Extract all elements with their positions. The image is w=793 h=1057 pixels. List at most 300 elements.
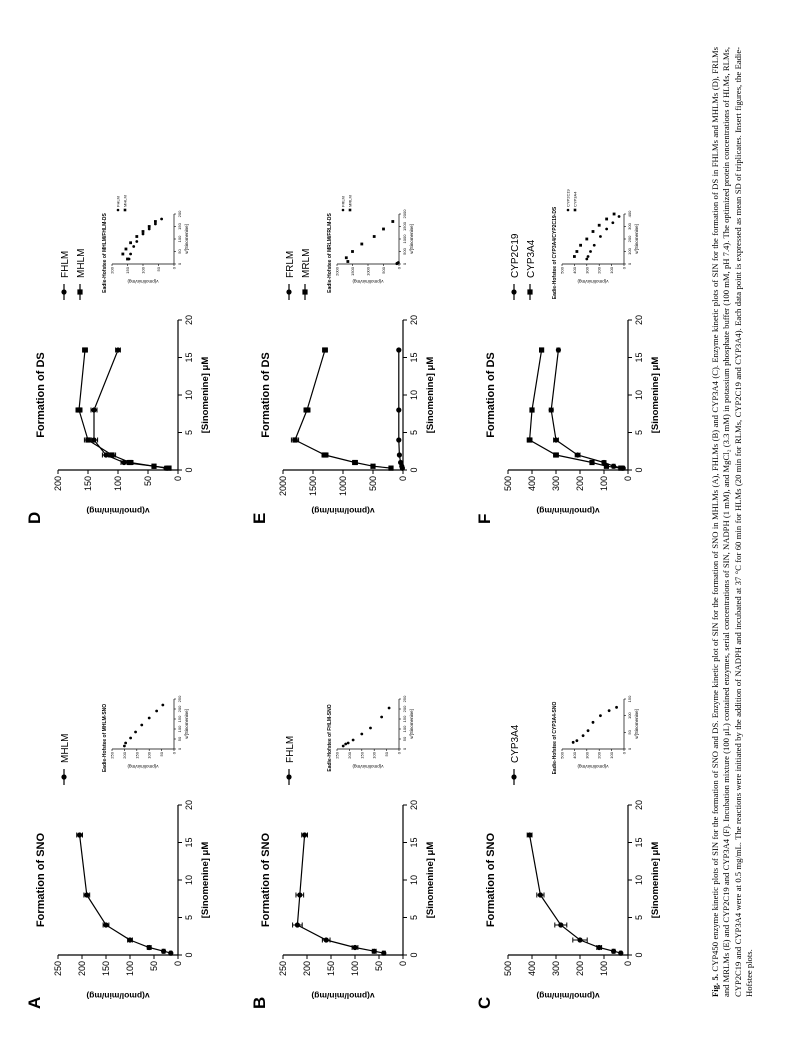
data-point (292, 437, 297, 442)
data-point (370, 464, 375, 469)
inset-point (575, 739, 578, 742)
inset-point (345, 256, 348, 259)
inset-legend-marker (117, 209, 120, 212)
inset-y-tick-label: 2000 (334, 267, 340, 276)
x-axis-label: [Sinomenine] μM (425, 841, 436, 919)
inset-y-label: v(pmol/min/mg) (352, 279, 384, 284)
x-tick-label: 15 (409, 837, 419, 848)
inset-x-tick-label: 100 (402, 725, 407, 733)
chart-title: Formation of DS (35, 352, 47, 438)
inset-point (611, 221, 614, 224)
inset-y-tick-label: 50 (159, 752, 165, 757)
inset-point (593, 244, 596, 247)
inset-x-tick-label: 500 (402, 248, 407, 255)
data-point (381, 951, 386, 956)
inset-y-tick-label: 200 (596, 752, 602, 759)
y-tick-label: 200 (575, 961, 585, 977)
inset-point (161, 704, 164, 707)
x-tick-label: 20 (634, 799, 644, 811)
data-point (527, 437, 532, 442)
series-1 (549, 347, 626, 470)
data-point (618, 466, 623, 471)
panel-letter: B (250, 996, 269, 1009)
series-2 (527, 347, 623, 470)
inset-legend-label: CYP2C19 (565, 189, 571, 207)
inset-title: Eadie-Hofstee of FHLM-SNO (327, 704, 333, 772)
inset-x-tick-label: 50 (627, 730, 632, 735)
inset-x-tick-label: 150 (177, 223, 182, 230)
data-point (538, 892, 543, 897)
x-tick-label: 15 (634, 352, 644, 363)
inset-point (125, 248, 128, 251)
inset-y-tick-label: 200 (109, 267, 115, 274)
x-axis-label: [Sinomenine] μM (650, 356, 661, 434)
x-tick-label: 15 (409, 352, 419, 363)
inset-y-tick-label: 200 (596, 267, 602, 274)
inset-x-tick-label: 1000 (402, 234, 407, 244)
inset-x-tick-label: 1500 (402, 222, 407, 231)
inset-x-tick-label: 250 (402, 695, 407, 703)
inset-y-tick-label: 250 (334, 752, 340, 759)
inset-legend-label: FHLM (115, 196, 121, 207)
inset-y-tick-label: 500 (381, 267, 386, 274)
inset-x-tick-label: 150 (177, 715, 182, 723)
series-curve (530, 835, 621, 953)
panel-b (245, 687, 465, 1017)
inset-point (129, 241, 132, 244)
y-tick-label: 400 (527, 476, 537, 492)
inset-legend-label: MHLM (122, 195, 128, 207)
inset-y-tick-label: 300 (584, 752, 590, 759)
data-point (527, 832, 532, 837)
inset-title: Eadie-Hofstee of MHLM/FHLM-DS (102, 213, 108, 293)
panel-e (245, 195, 465, 532)
inset-title: Eadie-Hofstee of CYP3A4-SNO (552, 701, 558, 775)
inset-x-tick-label: 400 (627, 210, 632, 218)
data-point (127, 460, 132, 465)
chart-svg (245, 195, 465, 532)
y-tick-label: 1500 (308, 476, 318, 497)
inset-point (344, 743, 347, 746)
inset-y-tick-label: 400 (571, 752, 577, 759)
inset-point (140, 724, 143, 727)
y-tick-label: 300 (551, 961, 561, 977)
x-tick-label: 0 (184, 467, 194, 473)
inset-point (605, 228, 608, 231)
legend-marker (61, 289, 66, 294)
inset-x-tick-label: 0 (177, 262, 182, 266)
inset-point (380, 716, 383, 719)
data-point (82, 347, 87, 352)
inset-point (369, 727, 372, 730)
figure-caption (710, 47, 755, 997)
x-tick-label: 15 (184, 837, 194, 848)
inset-chart (327, 695, 414, 772)
inset-x-tick-label: 0 (627, 262, 632, 266)
inset-x-tick-label: 0 (627, 747, 632, 751)
inset-y-tick-label: 100 (609, 267, 615, 274)
inset-point (589, 250, 592, 253)
panel-letter: F (475, 513, 494, 524)
y-tick-label: 0 (398, 961, 408, 967)
y-tick-label: 100 (113, 476, 123, 492)
inset-x-label: v/[Sinomenine] (409, 224, 414, 254)
inset-x-label: v/[Sinomenine] (184, 224, 189, 254)
inset-x-tick-label: 200 (402, 705, 407, 713)
inset-legend-marker (567, 209, 570, 212)
data-point (168, 951, 173, 956)
data-point (91, 407, 96, 412)
inset-y-tick-label: 200 (121, 752, 127, 759)
legend-marker (286, 774, 291, 779)
inset-x-label: v/[Sinomenine] (634, 709, 639, 739)
data-point (539, 347, 544, 352)
x-tick-label: 0 (634, 467, 644, 473)
inset-y-tick-label: 100 (609, 752, 615, 759)
series-curve (297, 835, 383, 953)
inset-point (395, 262, 398, 265)
data-point (147, 945, 152, 950)
x-tick-label: 10 (184, 389, 194, 401)
inset-x-tick-label: 50 (177, 249, 182, 254)
data-point (127, 937, 132, 942)
x-axis-label: [Sinomenine] μM (425, 356, 436, 434)
inset-point (154, 220, 157, 223)
y-tick-label: 0 (623, 476, 633, 482)
inset-x-label: v/[Sinomenine] (184, 709, 189, 739)
inset-y-label: v(pmol/min/mg) (577, 764, 609, 769)
y-tick-label: 100 (350, 961, 360, 977)
inset-point (618, 215, 621, 218)
inset-point (373, 235, 376, 238)
panel-letter: C (475, 996, 494, 1009)
inset-y-tick-label: 100 (140, 267, 146, 274)
y-tick-label: 2000 (278, 476, 288, 497)
legend-marker (302, 289, 307, 294)
data-point (324, 937, 329, 942)
y-tick-label: 150 (83, 476, 93, 492)
inset-point (148, 225, 151, 228)
inset-x-tick-label: 50 (402, 736, 407, 742)
inset-point (132, 245, 135, 248)
data-point (556, 347, 561, 352)
y-tick-label: 0 (173, 476, 183, 482)
inset-point (391, 220, 394, 223)
inset-y-tick-label: 100 (371, 752, 377, 759)
inset-point (608, 709, 611, 712)
legend-label: MHLM (76, 248, 87, 278)
inset-y-tick-label: 100 (146, 752, 152, 759)
data-point (553, 452, 558, 457)
inset-x-tick-label: 200 (177, 210, 182, 218)
data-point (297, 892, 302, 897)
data-point (397, 452, 402, 457)
data-point (589, 460, 594, 465)
inset-point (347, 742, 350, 745)
inset-chart (102, 195, 189, 293)
data-point (611, 949, 616, 954)
x-tick-label: 10 (409, 874, 419, 886)
inset-legend-marker (124, 209, 127, 212)
inset-point (587, 255, 590, 258)
legend-label: FHLM (60, 250, 71, 278)
data-point (396, 407, 401, 412)
y-tick-label: 100 (125, 961, 135, 977)
inset-point (148, 228, 151, 231)
y-tick-label: 500 (503, 961, 513, 977)
x-tick-label: 15 (634, 837, 644, 848)
y-tick-label: 500 (368, 476, 378, 492)
inset-x-tick-label: 250 (177, 695, 182, 703)
chart-svg (20, 195, 240, 532)
inset-chart (327, 195, 414, 293)
x-tick-label: 10 (634, 874, 644, 886)
inset-point (351, 250, 354, 253)
data-point (611, 464, 616, 469)
series-1 (77, 832, 174, 955)
inset-y-tick-label: 0 (396, 267, 402, 270)
inset-y-tick-label: 0 (171, 267, 177, 270)
chart-svg (245, 687, 465, 1017)
inset-legend-marker (574, 209, 577, 212)
inset-y-tick-label: 150 (134, 752, 140, 759)
caption-label: Fig. 5. (710, 974, 720, 997)
inset-x-tick-label: 0 (402, 262, 407, 266)
inset-title: Eadie-Hofstee of CYP3A4/CYP2C19-DS (552, 206, 558, 300)
panel-letter: E (250, 512, 269, 524)
x-tick-label: 10 (409, 389, 419, 401)
inset-y-label: v(pmol/min/mg) (127, 279, 159, 284)
inset-x-tick-label: 150 (402, 715, 407, 723)
x-tick-label: 15 (184, 352, 194, 363)
data-point (597, 945, 602, 950)
inset-y-tick-label: 500 (559, 752, 565, 759)
inset-point (575, 250, 578, 253)
series-curve (551, 350, 623, 468)
series-1 (90, 347, 168, 470)
inset-y-tick-label: 400 (571, 267, 577, 274)
x-axis-label: [Sinomenine] μM (200, 841, 211, 919)
inset-legend-label: CYP3A4 (572, 191, 578, 207)
inset-y-tick-label: 0 (621, 752, 627, 755)
inset-chart (102, 695, 189, 772)
data-point (352, 945, 357, 950)
inset-y-tick-label: 500 (559, 267, 565, 274)
data-point (109, 452, 114, 457)
inset-point (573, 255, 576, 258)
x-tick-label: 20 (409, 314, 419, 326)
inset-y-tick-label: 0 (396, 752, 402, 755)
data-point (77, 832, 82, 837)
data-point (575, 452, 580, 457)
data-point (295, 922, 300, 927)
data-point (166, 466, 171, 471)
panel-a (20, 687, 240, 1017)
series-1 (396, 347, 405, 470)
y-tick-label: 200 (53, 476, 63, 492)
inset-point (598, 224, 601, 227)
inset-point (129, 253, 132, 256)
x-tick-label: 0 (634, 952, 644, 958)
inset-legend-label: FRLM (340, 196, 346, 207)
x-tick-label: 10 (634, 389, 644, 401)
inset-point (142, 233, 145, 236)
data-point (302, 832, 307, 837)
y-tick-label: 150 (101, 961, 111, 977)
chart-title: Formation of DS (260, 352, 272, 438)
data-point (396, 347, 401, 352)
inset-point (121, 253, 124, 256)
x-tick-label: 5 (184, 914, 194, 921)
inset-point (360, 733, 363, 736)
inset-point (154, 223, 157, 226)
inset-x-label: v/[Sinomenine] (634, 224, 639, 254)
data-point (76, 407, 81, 412)
y-tick-label: 150 (326, 961, 336, 977)
legend-label: FRLM (285, 250, 296, 278)
legend-marker (77, 289, 82, 294)
chart-title: Formation of SNO (485, 832, 497, 928)
y-tick-label: 50 (149, 961, 159, 972)
data-point (549, 407, 554, 412)
inset-y-tick-label: 0 (171, 752, 177, 755)
inset-x-tick-label: 100 (627, 712, 632, 720)
inset-x-label: v/[Sinomenine] (409, 709, 414, 739)
chart-title: Formation of DS (485, 352, 497, 438)
inset-point (585, 258, 588, 261)
y-tick-label: 400 (527, 961, 537, 977)
inset-legend-marker (349, 209, 352, 212)
series-curve (80, 835, 171, 953)
y-tick-label: 250 (53, 961, 63, 977)
inset-point (382, 228, 385, 231)
y-axis-label: v(pmol/min/mg) (311, 506, 375, 516)
data-point (529, 407, 534, 412)
data-point (322, 452, 327, 457)
chart-svg (20, 687, 240, 1017)
legend-marker (286, 289, 291, 294)
inset-x-tick-label: 100 (177, 235, 182, 243)
inset-point (599, 714, 602, 717)
y-axis-label: v(pmol/min/mg) (536, 991, 600, 1001)
data-point (85, 437, 90, 442)
x-tick-label: 20 (409, 799, 419, 811)
inset-x-tick-label: 150 (627, 695, 632, 703)
y-tick-label: 200 (575, 476, 585, 492)
inset-x-tick-label: 100 (627, 248, 632, 255)
data-point (103, 922, 108, 927)
y-tick-label: 300 (551, 476, 561, 492)
inset-y-label: v(pmol/min/mg) (127, 764, 159, 769)
data-point (388, 466, 393, 471)
inset-x-tick-label: 200 (177, 705, 182, 713)
x-tick-label: 0 (409, 952, 419, 958)
inset-point (346, 260, 349, 263)
inset-point (129, 737, 132, 740)
legend-label: CYP3A4 (510, 724, 521, 763)
inset-point (135, 240, 138, 243)
chart-title: Formation of SNO (35, 832, 47, 928)
inset-y-tick-label: 0 (621, 267, 627, 270)
inset-point (342, 745, 345, 748)
inset-legend-label: MRLM (347, 195, 353, 207)
inset-point (582, 734, 585, 737)
data-point (304, 407, 309, 412)
x-tick-label: 5 (634, 429, 644, 436)
panel-d (20, 195, 240, 532)
inset-y-tick-label: 300 (584, 267, 590, 274)
caption-text: CYP450 enzyme kinetic plots of SIN for the formation of SNO and DS. Enzyme kinetic plot of SIN for the formation of SNO in MHLMs (A), FHLMs (B) and CYP3A4 (C). Enzyme kinetic plots of SIN for the formation of DS in FHLMs and MHLMs (D), FRLMs and MRLMs (E) and CYP2C19 and CYP3A4 (F). Incubation mixture (100 μL) contained enzymes, serial concentrations of SIN, NADPH (1 mM), and MgCl₂ (3.3 mM) in potassium phosphate buffer (100 mM, pH 7.4). The optimized protein concentrations of HLMs, RLMs, CYP2C19 and CYP3A4 were at 0.5 mg/mL. The reactions were initiated by the addition of NADPH and incubated at 37 °C for 60 min for HLMs (20 min for RLMs, CYP2C19 and CYP3A4). Each data point is expressed as mean SD of triplicates. Insert figures, the Eadie-Hofstee plots. (710, 47, 754, 997)
inset-x-tick-label: 200 (627, 235, 632, 243)
data-point (115, 347, 120, 352)
y-tick-label: 100 (599, 961, 609, 977)
data-point (322, 347, 327, 352)
x-axis-label: [Sinomenine] μM (200, 356, 211, 434)
panel-c (470, 687, 690, 1017)
panel-letter: D (25, 511, 44, 524)
data-point (604, 464, 609, 469)
data-point (398, 460, 403, 465)
legend-label: MHLM (60, 733, 71, 763)
inset-y-label: v(pmol/min/mg) (577, 279, 609, 284)
data-point (618, 951, 623, 956)
x-tick-label: 0 (409, 467, 419, 473)
inset-title: Eadie-Hofstee of MRLM/FRLM-DS (327, 213, 333, 293)
data-point (577, 937, 582, 942)
panel-letter: A (25, 996, 44, 1009)
data-point (558, 922, 563, 927)
inset-x-tick-label: 50 (177, 736, 182, 742)
inset-x-tick-label: 0 (402, 747, 407, 751)
inset-point (388, 707, 391, 710)
inset-chart (552, 188, 639, 299)
x-tick-label: 10 (184, 874, 194, 886)
y-tick-label: 250 (278, 961, 288, 977)
series-1 (527, 832, 623, 955)
panel-f (470, 189, 690, 532)
legend-marker (511, 774, 516, 779)
chart-title: Formation of SNO (260, 832, 272, 928)
inset-y-tick-label: 50 (384, 752, 390, 757)
x-tick-label: 5 (409, 914, 419, 921)
y-tick-label: 200 (77, 961, 87, 977)
inset-x-tick-label: 0 (177, 747, 182, 751)
legend-label: FHLM (285, 735, 296, 763)
y-axis-label: v(pmol/min/mg) (86, 991, 150, 1001)
data-point (84, 892, 89, 897)
inset-point (148, 717, 151, 720)
y-axis-label: v(pmol/min/mg) (536, 506, 600, 516)
series-1 (293, 832, 387, 955)
series-curve (530, 350, 621, 468)
data-point (91, 437, 96, 442)
y-tick-label: 0 (398, 476, 408, 482)
inset-point (142, 230, 145, 233)
x-tick-label: 5 (409, 429, 419, 436)
legend-label: MRLM (301, 248, 312, 278)
inset-point (587, 729, 590, 732)
data-point (151, 464, 156, 469)
inset-y-tick-label: 200 (346, 752, 352, 759)
inset-point (134, 731, 137, 734)
inset-point (605, 218, 608, 221)
x-tick-label: 20 (184, 314, 194, 326)
inset-point (599, 235, 602, 238)
inset-point (360, 243, 363, 246)
inset-x-tick-label: 300 (627, 223, 632, 230)
y-tick-label: 100 (599, 476, 609, 492)
inset-point (615, 706, 618, 709)
